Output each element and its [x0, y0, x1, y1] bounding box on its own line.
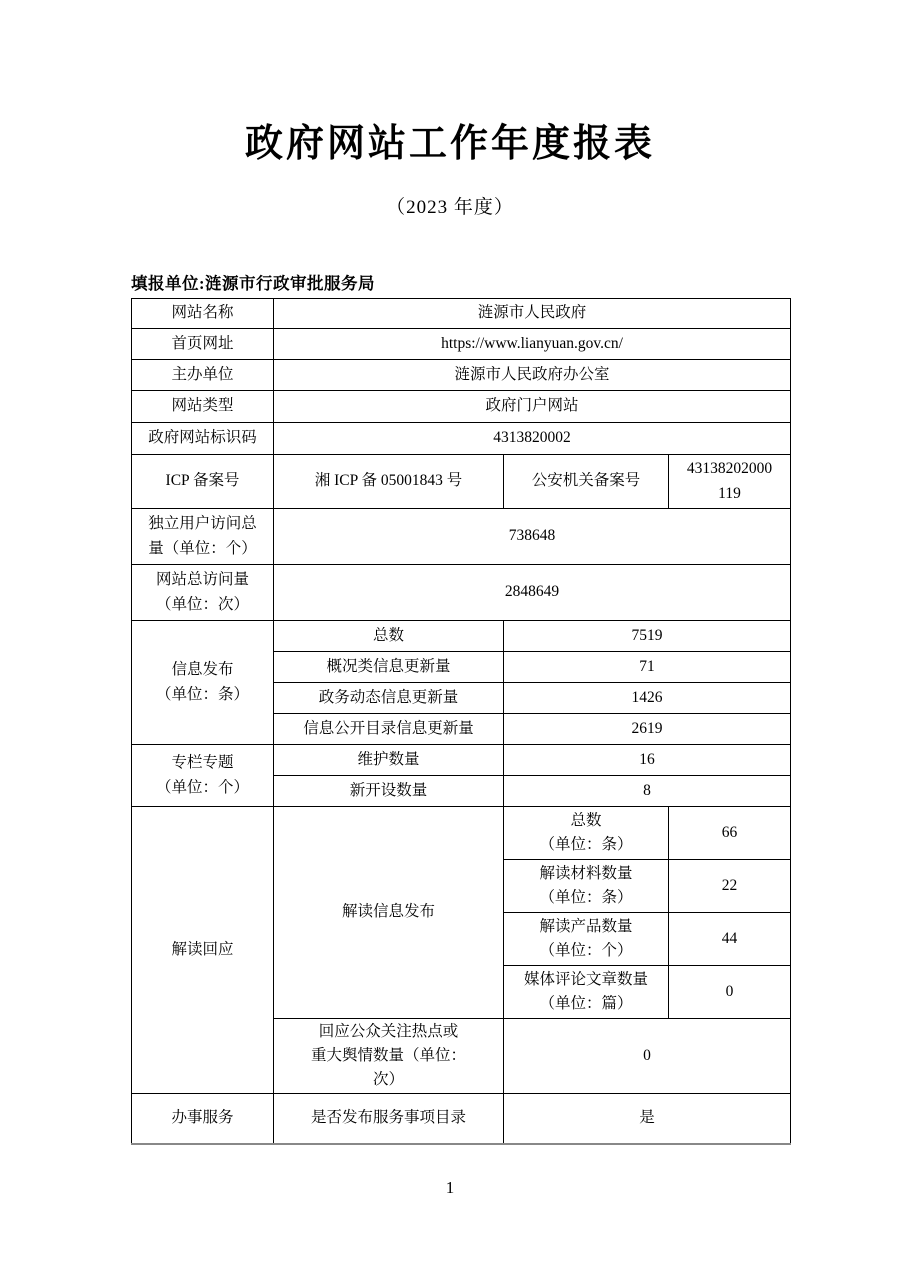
interp-total-label: 总数 （单位：条） [504, 807, 669, 860]
interp-materials-value: 22 [669, 860, 791, 913]
site-id-code-label: 政府网站标识码 [132, 423, 274, 455]
table-row [132, 455, 791, 509]
info-publish-section-label: 信息发布 （单位：条） [132, 621, 274, 745]
page-title: 政府网站工作年度报表 [244, 123, 655, 165]
info-total-value: 7519 [504, 621, 791, 652]
unique-visitors-label: 独立用户访问总 量（单位：个） [132, 509, 274, 565]
table-row [132, 329, 791, 360]
interp-products-label: 解读产品数量 （单位：个） [504, 913, 669, 966]
table-row [132, 1094, 791, 1144]
service-directory-value: 是 [504, 1094, 791, 1144]
maintained-count-label: 维护数量 [274, 745, 504, 776]
annual-report-table [131, 298, 791, 1145]
website-name-value: 涟源市人民政府 [274, 299, 791, 329]
interp-total-value: 66 [669, 807, 791, 860]
open-directory-updates-value: 2619 [504, 714, 791, 745]
website-type-value: 政府门户网站 [274, 391, 791, 423]
maintained-count-value: 16 [504, 745, 791, 776]
interpretation-section-label: 解读回应 [132, 807, 274, 1094]
police-record-value: 43138202000 119 [669, 455, 791, 509]
table-row [132, 360, 791, 391]
service-directory-label: 是否发布服务事项目录 [274, 1094, 504, 1144]
table-row [132, 509, 791, 565]
site-id-code-value: 4313820002 [274, 423, 791, 455]
icp-label: ICP 备案号 [132, 455, 274, 509]
website-name-label: 网站名称 [132, 299, 274, 329]
page-subtitle: （2023 年度） [386, 197, 514, 218]
table-row [132, 423, 791, 455]
special-topics-section-label: 专栏专题 （单位：个） [132, 745, 274, 807]
host-unit-value: 涟源市人民政府办公室 [274, 360, 791, 391]
interp-products-value: 44 [669, 913, 791, 966]
total-visits-value: 2848649 [274, 565, 791, 621]
website-type-label: 网站类型 [132, 391, 274, 423]
table-row [132, 621, 791, 652]
unique-visitors-value: 738648 [274, 509, 791, 565]
overview-updates-value: 71 [504, 652, 791, 683]
icp-value: 湘 ICP 备 05001843 号 [274, 455, 504, 509]
total-visits-label: 网站总访问量 （单位：次） [132, 565, 274, 621]
table-row [132, 745, 791, 776]
gov-news-updates-label: 政务动态信息更新量 [274, 683, 504, 714]
hotspot-response-value: 0 [504, 1019, 791, 1094]
hotspot-response-label: 回应公众关注热点或 重大舆情数量（单位： 次） [274, 1019, 504, 1094]
info-total-label: 总数 [274, 621, 504, 652]
page-number: 1 [445, 1178, 455, 1197]
police-record-label: 公安机关备案号 [504, 455, 669, 509]
open-directory-updates-label: 信息公开目录信息更新量 [274, 714, 504, 745]
homepage-url-label: 首页网址 [132, 329, 274, 360]
table-row [132, 565, 791, 621]
table-row [132, 299, 791, 329]
table-row [132, 807, 791, 860]
reporting-unit: 填报单位:涟源市行政审批服务局 [131, 274, 375, 293]
interpretation-publish-label: 解读信息发布 [274, 807, 504, 1019]
table-row [132, 391, 791, 423]
new-count-label: 新开设数量 [274, 776, 504, 807]
new-count-value: 8 [504, 776, 791, 807]
interp-materials-label: 解读材料数量 （单位：条） [504, 860, 669, 913]
media-articles-value: 0 [669, 966, 791, 1019]
host-unit-label: 主办单位 [132, 360, 274, 391]
gov-news-updates-value: 1426 [504, 683, 791, 714]
media-articles-label: 媒体评论文章数量 （单位：篇） [504, 966, 669, 1019]
service-section-label: 办事服务 [132, 1094, 274, 1144]
homepage-url-value: https://www.lianyuan.gov.cn/ [274, 329, 791, 360]
overview-updates-label: 概况类信息更新量 [274, 652, 504, 683]
